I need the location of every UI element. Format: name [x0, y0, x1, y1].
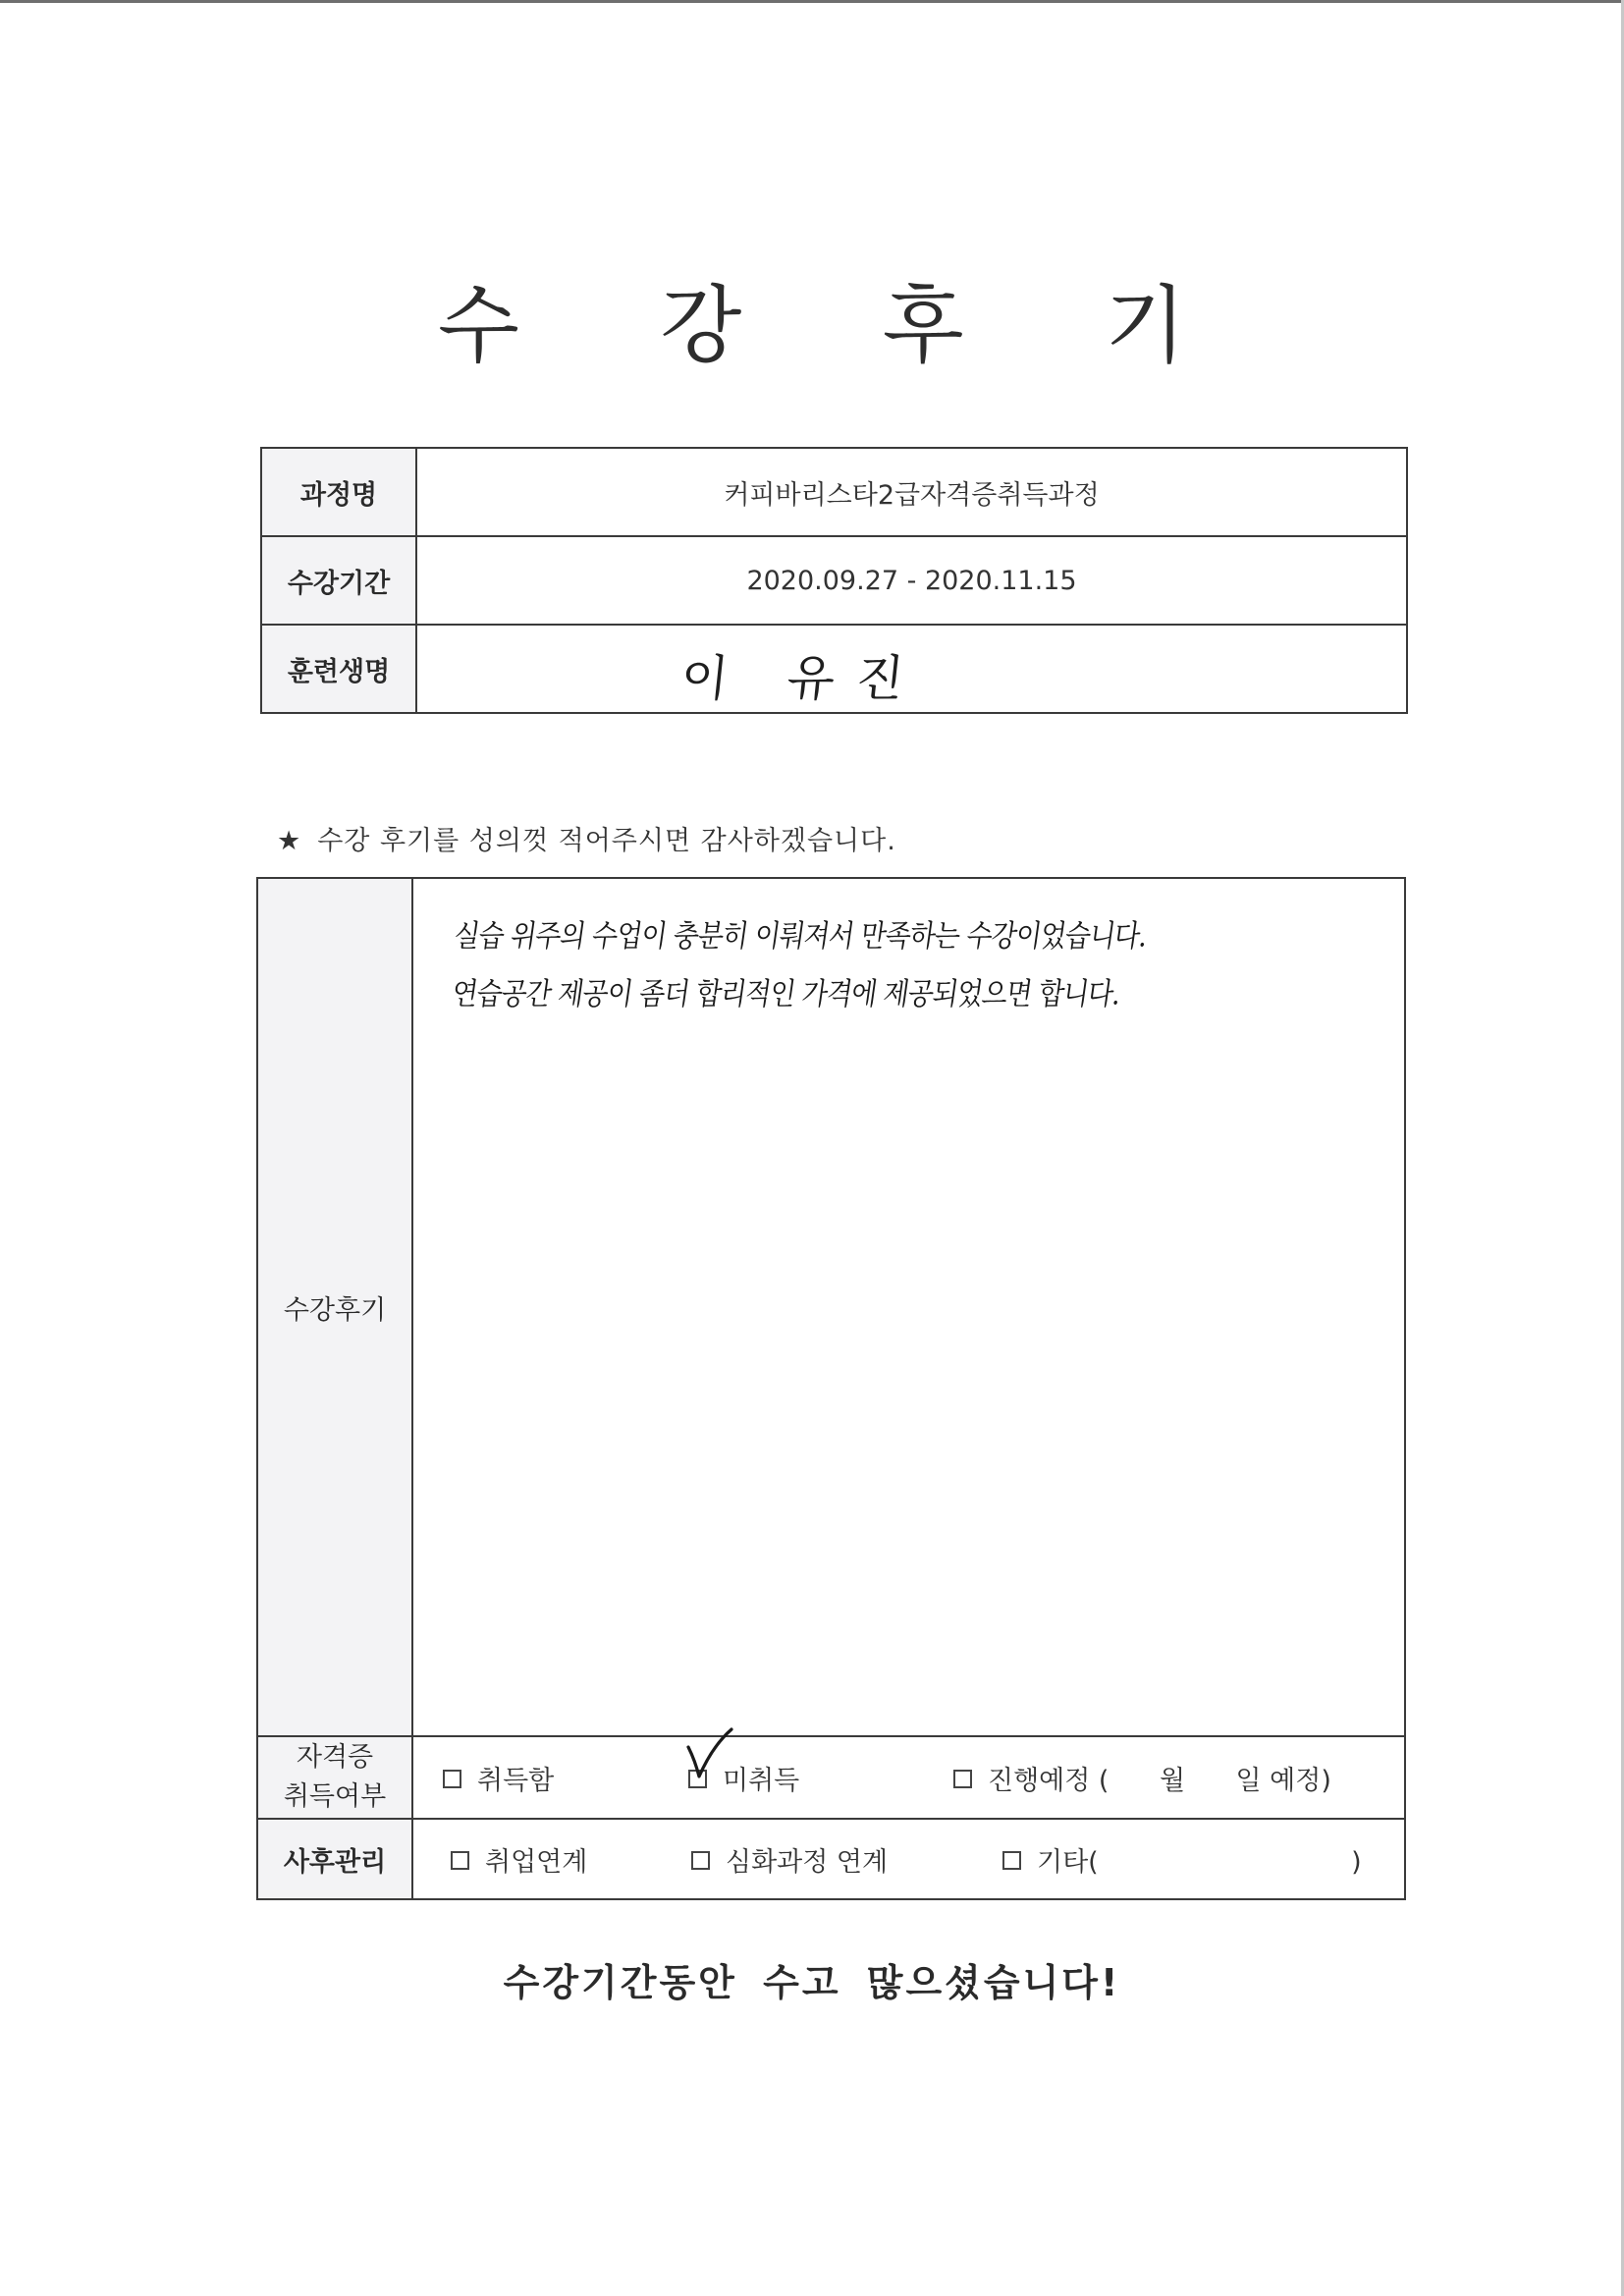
review-line-2: 연습공간 제공이 좀더 합리적인 가격에 제공되었으면 합니다.: [450, 977, 1123, 1012]
period-row: [261, 536, 1407, 625]
review-row: [257, 878, 1405, 1736]
option-other[interactable]: [1002, 1840, 1362, 1879]
trainee-label: 훈련생명: [261, 625, 416, 713]
option-scheduled[interactable]: [953, 1759, 1331, 1797]
checkbox-job-link[interactable]: [451, 1851, 469, 1870]
checkbox-other[interactable]: [1002, 1851, 1021, 1870]
page-title: 수 강 후 기: [437, 277, 1244, 375]
course-info-table: [260, 447, 1408, 714]
course-label: 과정명: [261, 448, 416, 536]
course-row: [261, 448, 1407, 536]
option-job-link[interactable]: [451, 1840, 691, 1879]
option-advanced-course-label: 심화과정 연계: [726, 1846, 889, 1878]
option-acquired[interactable]: [443, 1759, 688, 1797]
closing-message: [0, 1952, 1624, 2006]
trainee-cell: [416, 625, 1407, 713]
course-value: 커피바리스타2급자격증취득과정: [416, 448, 1407, 536]
aftercare-options: [412, 1819, 1405, 1899]
review-line-1: 실습 위주의 수업이 충분히 이뤄져서 만족하는 수강이었습니다.: [452, 919, 1150, 955]
certificate-label-line1: 자격증: [296, 1742, 374, 1773]
period-label: 수강기간: [261, 536, 416, 625]
trainee-name-handwritten: 이 유진: [677, 650, 929, 707]
aftercare-row: [257, 1819, 1405, 1899]
notice-text: 수강 후기를 성의껏 적어주시면 감사하겠습니다.: [317, 826, 896, 856]
option-scheduled-label: 진행예정 ( 월 일 예정): [988, 1765, 1331, 1796]
certificate-options-row: [413, 1737, 1404, 1818]
checkbox-advanced-course[interactable]: [691, 1851, 710, 1870]
aftercare-options-row: [413, 1820, 1404, 1898]
notice-line: [277, 819, 896, 857]
period-value: 2020.09.27 - 2020.11.15: [416, 536, 1407, 625]
star-icon: ★: [277, 826, 302, 856]
option-not-acquired[interactable]: [688, 1759, 953, 1797]
review-text-area[interactable]: [412, 878, 1405, 1736]
option-other-label: 기타( ): [1037, 1846, 1362, 1878]
option-acquired-label: 취득함: [477, 1765, 555, 1796]
checkbox-acquired[interactable]: [443, 1770, 461, 1788]
review-label: 수강후기: [257, 878, 412, 1736]
checkbox-scheduled[interactable]: [953, 1770, 972, 1788]
option-not-acquired-label: 미취득: [723, 1765, 800, 1796]
certificate-label: [257, 1736, 412, 1819]
aftercare-label: 사후관리: [257, 1819, 412, 1899]
certificate-options: [412, 1736, 1405, 1819]
certificate-row: [257, 1736, 1405, 1819]
trainee-row: [261, 625, 1407, 713]
closing-text: 수강기간동안 수고 많으셨습니다!: [503, 1961, 1121, 2004]
review-table: [256, 877, 1406, 1900]
option-advanced-course[interactable]: [691, 1840, 1002, 1879]
scan-edge-top: [0, 0, 1624, 3]
certificate-label-line2: 취득여부: [283, 1781, 387, 1812]
checkmark-icon: [682, 1725, 737, 1788]
option-job-link-label: 취업연계: [485, 1846, 588, 1878]
